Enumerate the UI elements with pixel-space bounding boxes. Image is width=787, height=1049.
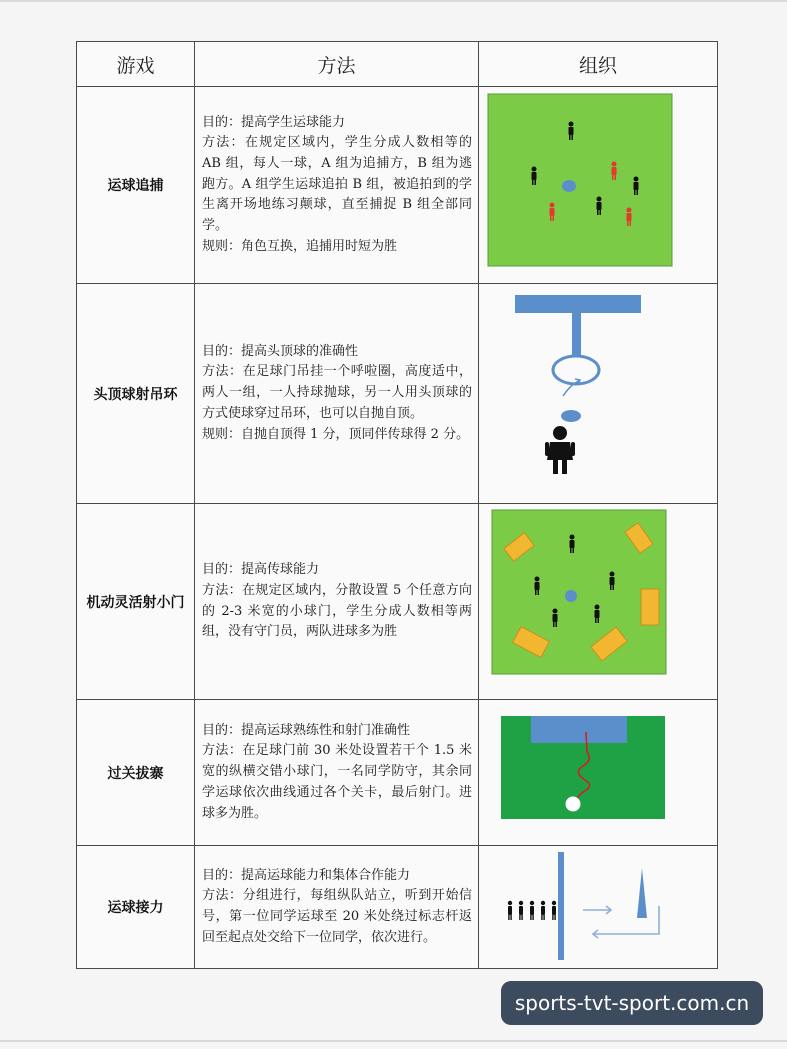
game-name: 运球追捕	[77, 87, 195, 284]
method-cell	[195, 87, 479, 284]
method-steps: 方法：在足球门吊挂一个呼啦圈，高度适中，两人一组，一人持球抛球，另一人用头顶球的方式使球穿过吊环，也可以自抛自顶。	[202, 364, 472, 421]
top-divider	[0, 0, 787, 2]
ball-icon	[565, 590, 577, 602]
method-steps: 方法：分组进行，每组纵队站立，听到开始信号，第一位同学运球至 20 米处绕过标志杆返回至起点处交给下一位同学，依次进行。	[202, 888, 472, 945]
bottom-divider	[0, 1040, 787, 1042]
organization-diagram	[479, 504, 718, 700]
method-rule: 规则：角色互换，追捕用时短为胜	[202, 238, 398, 254]
organization-diagram	[479, 700, 718, 846]
small-goal-icon	[641, 589, 659, 625]
header-hoop-diagram	[479, 284, 718, 504]
flag-pole-icon	[637, 868, 647, 918]
field-area	[488, 94, 672, 266]
organization-diagram	[479, 284, 718, 504]
table-row	[77, 284, 718, 504]
organization-diagram	[479, 846, 718, 969]
ball-icon	[561, 410, 581, 422]
player-icon	[545, 426, 575, 474]
header-row	[77, 42, 718, 87]
player-icon	[508, 901, 512, 920]
method-steps: 方法：在规定区域内，分散设置 5 个任意方向的 2-3 米宽的小球门，学生分成人数相等两组，没有守门员，两队进球多为胜	[202, 582, 472, 640]
method-purpose: 目的：提高头顶球的准确性	[202, 343, 359, 359]
ball-icon	[562, 180, 576, 192]
table-row	[77, 846, 718, 969]
method-purpose: 目的：提高运球能力和集体合作能力	[202, 867, 411, 883]
table-row	[77, 504, 718, 700]
game-name: 过关拔寨	[77, 700, 195, 846]
start-line	[558, 852, 564, 960]
method-purpose: 目的：提高学生运球能力	[202, 114, 346, 130]
small-goals-diagram	[479, 504, 718, 700]
game-name: 运球接力	[77, 846, 195, 969]
watermark-badge: sports-tvt-sport.com.cn	[501, 981, 763, 1025]
ball-icon	[566, 797, 581, 812]
method-steps: 方法：在足球门前 30 米处设置若干个 1.5 米宽的纵横交错小球门，一名同学防守，其余同学运球依次曲线通过各个关卡，最后射门。进球多为胜。	[202, 743, 472, 821]
method-cell	[195, 504, 479, 700]
hoop-rope	[572, 313, 581, 357]
pass-the-gates-diagram	[479, 700, 718, 846]
game-name: 机动灵活射小门	[77, 504, 195, 700]
games-table	[76, 41, 718, 969]
relay-diagram	[479, 846, 718, 969]
player-icon	[541, 901, 545, 920]
organization-diagram	[479, 87, 718, 284]
method-cell	[195, 846, 479, 969]
method-purpose: 目的：提高传球能力	[202, 562, 320, 578]
method-cell	[195, 700, 479, 846]
header-organization: 组织	[479, 42, 718, 87]
dribble-chase-diagram	[479, 87, 718, 284]
player-icon	[552, 901, 556, 920]
goal-icon	[531, 716, 627, 743]
header-method: 方法	[195, 42, 479, 87]
game-name: 头顶球射吊环	[77, 284, 195, 504]
player-icon	[519, 901, 523, 920]
header-game: 游戏	[77, 42, 195, 87]
table-row	[77, 87, 718, 284]
method-purpose: 目的：提高运球熟练性和射门准确性	[202, 722, 411, 738]
method-rule: 规则：自抛自顶得 1 分，顶同伴传球得 2 分。	[202, 426, 470, 442]
method-steps: 方法：在规定区域内，学生分成人数相等的 AB 组，每人一球，A 组为追捕方，B 组为逃跑方。A 组学生运球追拍 B 组，被追拍到的学生离开场地练习颠球，直至捕捉 B 组全部同学。	[202, 135, 472, 234]
goal-icon	[515, 295, 641, 313]
method-cell	[195, 284, 479, 504]
player-icon	[530, 901, 534, 920]
table-row	[77, 700, 718, 846]
